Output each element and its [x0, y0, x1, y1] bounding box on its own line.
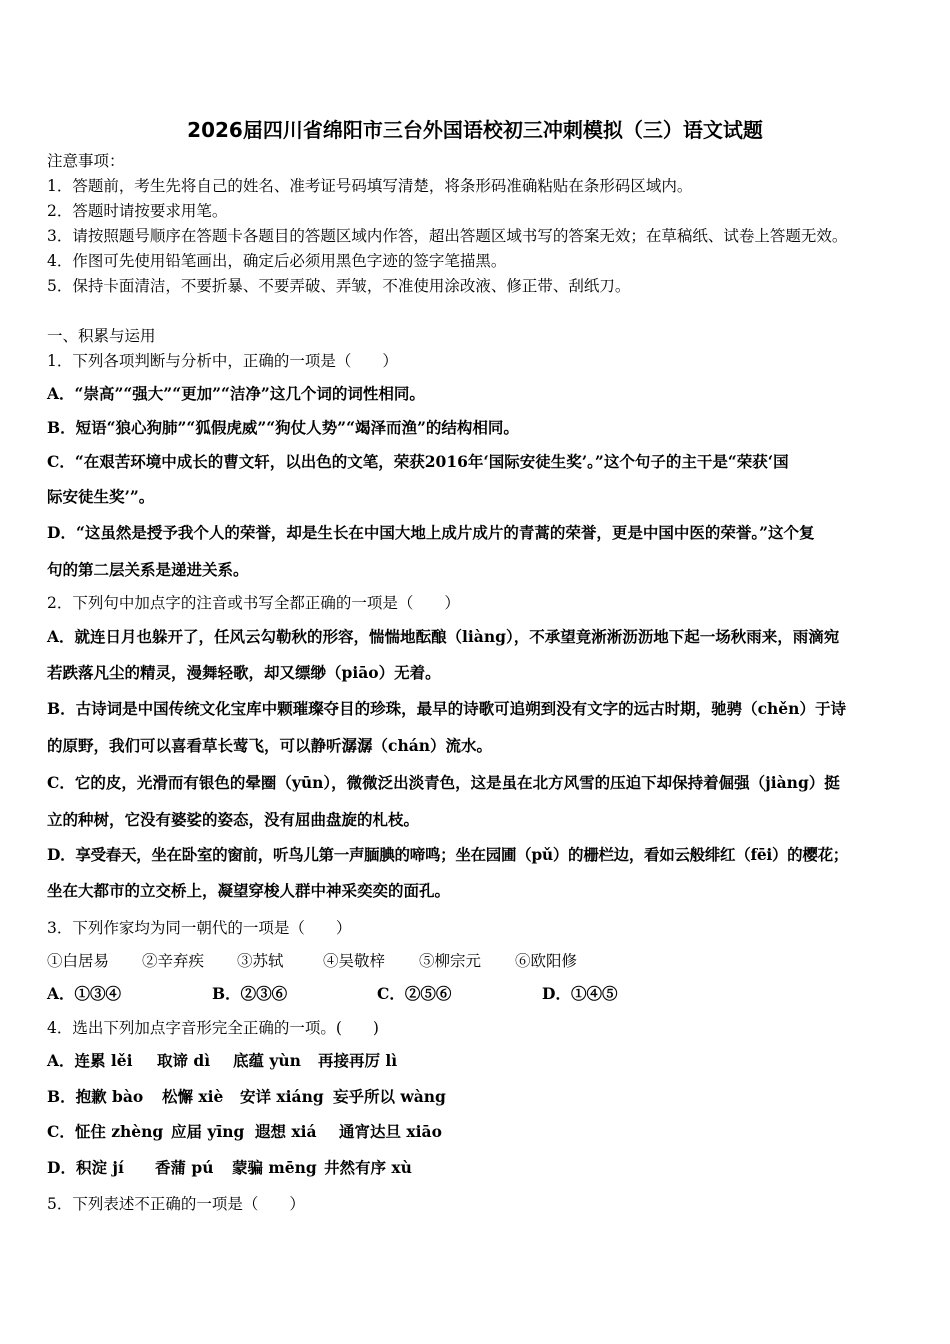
- q4-option-c: [47, 1122, 442, 1142]
- q3-option-b: B．②③⑥: [212, 984, 288, 1003]
- q4-word: 底蕴 yùn: [233, 1051, 301, 1070]
- q3-items: [47, 951, 577, 971]
- q2-option-d-cont: 坐在大都市的立交桥上，凝望穿梭人群中神采奕奕的面孔。: [47, 881, 451, 900]
- q4-option-d: [47, 1158, 412, 1178]
- q4-word: 通宵达旦 xiāo: [339, 1122, 442, 1141]
- question-5-stem: 5．下列表述不正确的一项是（ ）: [47, 1195, 305, 1213]
- notice-item: 5．保持卡面清洁，不要折暴、不要弄破、弄皱，不准使用涂改液、修正带、刮纸刀。: [47, 277, 631, 295]
- q4-word: D．积淀 jí: [47, 1158, 124, 1177]
- question-2-stem: 2．下列句中加点字的注音或书写全都正确的一项是（ ）: [47, 594, 460, 612]
- notice-item: 2．答题时请按要求用笔。: [47, 202, 228, 220]
- q2-option-b: B．古诗词是中国传统文化宝库中颗璀璨夺目的珍珠，最早的诗歌可追朔到没有文字的远古时期，驰骋（chěn）于诗: [47, 699, 846, 718]
- q1-option-d: D．“这虽然是授予我个人的荣誉，却是生长在中国大地上成片成片的青蒿的荣誉，更是中国中医的荣誉。”这个复: [47, 523, 815, 542]
- q4-word: C．怔住 zhèng: [47, 1122, 164, 1141]
- question-4-stem: 4．选出下列加点字音形完全正确的一项。( ): [47, 1019, 379, 1037]
- question-3-stem: 3．下列作家均为同一朝代的一项是（ ）: [47, 919, 352, 937]
- section-heading: 一、积累与运用: [47, 327, 156, 345]
- q4-word: 蒙骗 mēng: [232, 1158, 317, 1177]
- q3-item: ②辛弃疾: [142, 952, 205, 970]
- notice-item: 1．答题前，考生先将自己的姓名、准考证号码填写清楚，将条形码准确粘贴在条形码区域内。: [47, 177, 693, 195]
- q4-word: 井然有序 xù: [324, 1158, 412, 1177]
- q2-option-a: A．就连日月也躲开了，任风云勾勒秋的形容，惴惴地酝酿（liàng），不承望竟淅淅沥沥地下起一场秋雨来，雨滴宛: [47, 627, 840, 646]
- q4-option-b: [47, 1087, 446, 1107]
- notice-item: 4．作图可先使用铅笔画出，确定后必须用黑色字迹的签字笔描黑。: [47, 252, 507, 270]
- q4-word: A．连累 lěi: [47, 1051, 133, 1070]
- q4-word: 遐想 xiá: [255, 1122, 317, 1141]
- q2-option-b-cont: 的原野，我们可以喜看草长莺飞，可以静听潺潺（chán）流水。: [47, 736, 493, 755]
- q4-word: 香蒲 pú: [155, 1158, 214, 1177]
- q2-option-c: C．它的皮，光滑而有银色的晕圈（yūn），微微泛出淡青色，这是虽在北方风雪的压迫下却保持着倔强（jiàng）挺: [47, 773, 840, 792]
- q4-word: 松懈 xiè: [162, 1087, 224, 1106]
- q3-option-a: A．①③④: [47, 984, 122, 1003]
- q1-option-c-cont: 际安徒生奖’”。: [47, 487, 155, 506]
- q4-word: B．抱歉 bào: [47, 1087, 144, 1106]
- notice-item: 3．请按照题号顺序在答题卡各题目的答题区域内作答，超出答题区域书写的答案无效；在草稿纸、试卷上答题无效。: [47, 227, 848, 245]
- q1-option-d-cont: 句的第二层关系是递进关系。: [47, 560, 249, 579]
- q1-option-b: B．短语“狼心狗肺”“狐假虎威”“狗仗人势”“竭泽而渔”的结构相同。: [47, 418, 519, 437]
- q3-item: ①白居易: [47, 952, 110, 970]
- page-title: 2026届四川省绵阳市三台外国语校初三冲刺模拟（三）语文试题: [187, 118, 763, 142]
- question-1-stem: 1．下列各项判断与分析中，正确的一项是（ ）: [47, 352, 398, 370]
- q2-option-d: D．享受春天，坐在卧室的窗前，听鸟儿第一声腼腆的啼鸣；坐在园圃（pǔ）的栅栏边，看如云般绯红（fēi）的樱花；: [47, 845, 848, 864]
- q3-options: [47, 984, 617, 1004]
- q3-option-d: D．①④⑤: [542, 984, 618, 1003]
- q3-item: ③苏轼: [237, 952, 284, 970]
- q1-option-c: C．“在艰苦环境中成长的曹文轩，以出色的文笔，荣获2016年‘国际安徒生奖’。”这个句子的主干是“荣获‘国: [47, 452, 789, 471]
- q4-word: 安详 xiáng: [240, 1087, 324, 1106]
- q2-option-c-cont: 立的种树，它没有婆娑的姿态，没有屈曲盘旋的札枝。: [47, 810, 420, 829]
- q3-option-c: C．②⑤⑥: [377, 984, 452, 1003]
- q2-option-a-cont: 若跌落凡尘的精灵，漫舞轻歌，却又缥缈（piāo）无着。: [47, 663, 441, 682]
- q4-option-a: [47, 1051, 397, 1071]
- q4-word: 再接再厉 lì: [318, 1051, 398, 1070]
- q4-word: 应届 yīng: [171, 1122, 245, 1141]
- q1-option-a: A．“崇高”“强大”“更加”“洁净”这几个词的词性相同。: [47, 384, 425, 403]
- q3-item: ⑥欧阳修: [515, 952, 578, 970]
- q3-item: ⑤柳宗元: [419, 952, 482, 970]
- notice-heading: 注意事项：: [47, 152, 125, 170]
- q3-item: ④吴敬梓: [323, 952, 386, 970]
- q4-word: 妄乎所以 wàng: [333, 1087, 446, 1106]
- q4-word: 取谛 dì: [157, 1051, 211, 1070]
